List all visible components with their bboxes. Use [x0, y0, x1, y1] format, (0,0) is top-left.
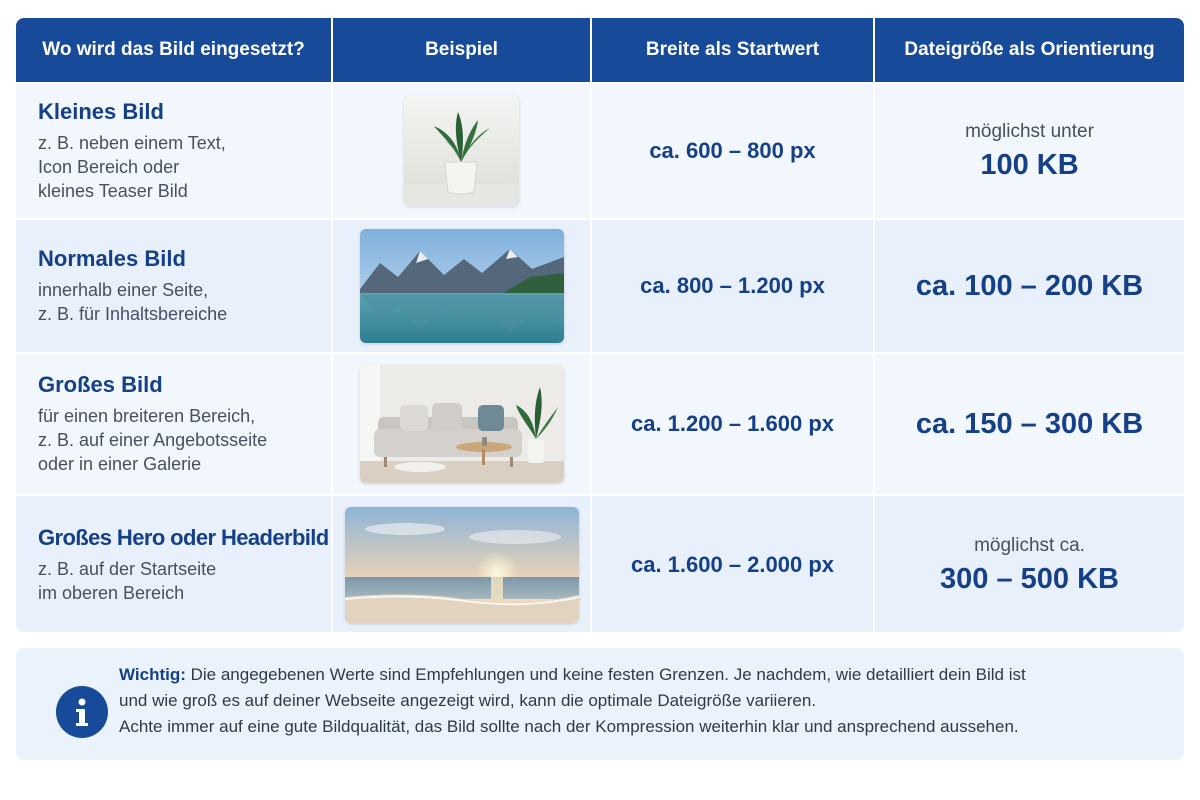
usage-cell — [16, 84, 333, 218]
filesize-prefix: möglichst ca. — [974, 534, 1085, 556]
row-desc-line: z. B. für Inhaltsbereiche — [38, 304, 228, 324]
row-desc-line: Icon Bereich oder — [38, 157, 180, 177]
filesize-cell — [875, 354, 1184, 494]
header-example: Beispiel — [333, 18, 592, 82]
filesize-value: 300 – 500 KB — [940, 562, 1119, 595]
living-room-image — [360, 365, 564, 483]
row-title: Normales Bild — [38, 246, 186, 271]
filesize-value: ca. 100 – 200 KB — [915, 269, 1144, 302]
table-row — [16, 82, 1184, 218]
info-note — [16, 648, 1184, 760]
width-value: ca. 1.600 – 2.000 px — [592, 496, 875, 632]
table-row — [16, 218, 1184, 352]
filesize-value: 100 KB — [980, 148, 1079, 181]
usage-cell — [16, 220, 333, 352]
header-filesize: Dateigröße als Orientierung — [904, 39, 1155, 60]
row-desc-line: innerhalb einer Seite, — [38, 280, 209, 300]
width-value: ca. 1.200 – 1.600 px — [592, 354, 875, 494]
note-label: Wichtig: — [119, 665, 186, 684]
example-cell — [333, 220, 592, 352]
image-size-table — [16, 18, 1184, 632]
info-icon — [56, 686, 108, 738]
row-desc-line: z. B. auf der Startseite — [38, 559, 217, 579]
row-desc-line: im oberen Bereich — [38, 583, 185, 603]
header-usage: Wo wird das Bild eingesetzt? — [16, 18, 333, 82]
example-cell — [333, 354, 592, 494]
table-row — [16, 352, 1184, 494]
width-value: ca. 600 – 800 px — [592, 84, 875, 218]
row-desc-line: z. B. auf einer Angebotsseite — [38, 430, 268, 450]
filesize-prefix: möglichst unter — [965, 120, 1094, 142]
example-cell — [333, 496, 592, 632]
row-desc-line: oder in einer Galerie — [38, 454, 202, 474]
usage-cell — [16, 496, 333, 632]
filesize-cell — [875, 84, 1184, 218]
note-text — [119, 662, 1169, 740]
header-width: Breite als Startwert — [592, 18, 875, 82]
filesize-cell — [875, 220, 1184, 352]
row-desc-line: kleines Teaser Bild — [38, 181, 188, 201]
width-value: ca. 800 – 1.200 px — [592, 220, 875, 352]
row-title: Großes Hero oder Headerbild — [38, 525, 329, 550]
row-desc-line: für einen breiteren Bereich, — [38, 406, 256, 426]
beach-sunset-image — [345, 507, 579, 623]
note-line-1 — [119, 662, 1169, 688]
filesize-cell — [875, 496, 1184, 632]
note-line-3: Achte immer auf eine gute Bildqualität, das Bild sollte nach der Kompression weiterhin klar und ansprechend aussehen. — [119, 717, 1019, 736]
example-cell — [333, 84, 592, 218]
table-row — [16, 494, 1184, 632]
mountain-lake-image — [360, 229, 564, 343]
row-desc-line: z. B. neben einem Text, — [38, 133, 226, 153]
row-title: Kleines Bild — [38, 99, 164, 124]
plant-image — [404, 96, 519, 206]
usage-cell — [16, 354, 333, 494]
filesize-value: ca. 150 – 300 KB — [915, 407, 1144, 440]
note-line-1-text: Die angegebenen Werte sind Empfehlungen und keine festen Grenzen. Je nachdem, wie detailliert dein Bild ist — [190, 665, 1026, 684]
row-title: Großes Bild — [38, 372, 163, 397]
note-line-2: und wie groß es auf deiner Webseite angezeigt wird, kann die optimale Dateigröße variieren. — [119, 691, 817, 710]
table-header — [16, 18, 1184, 82]
